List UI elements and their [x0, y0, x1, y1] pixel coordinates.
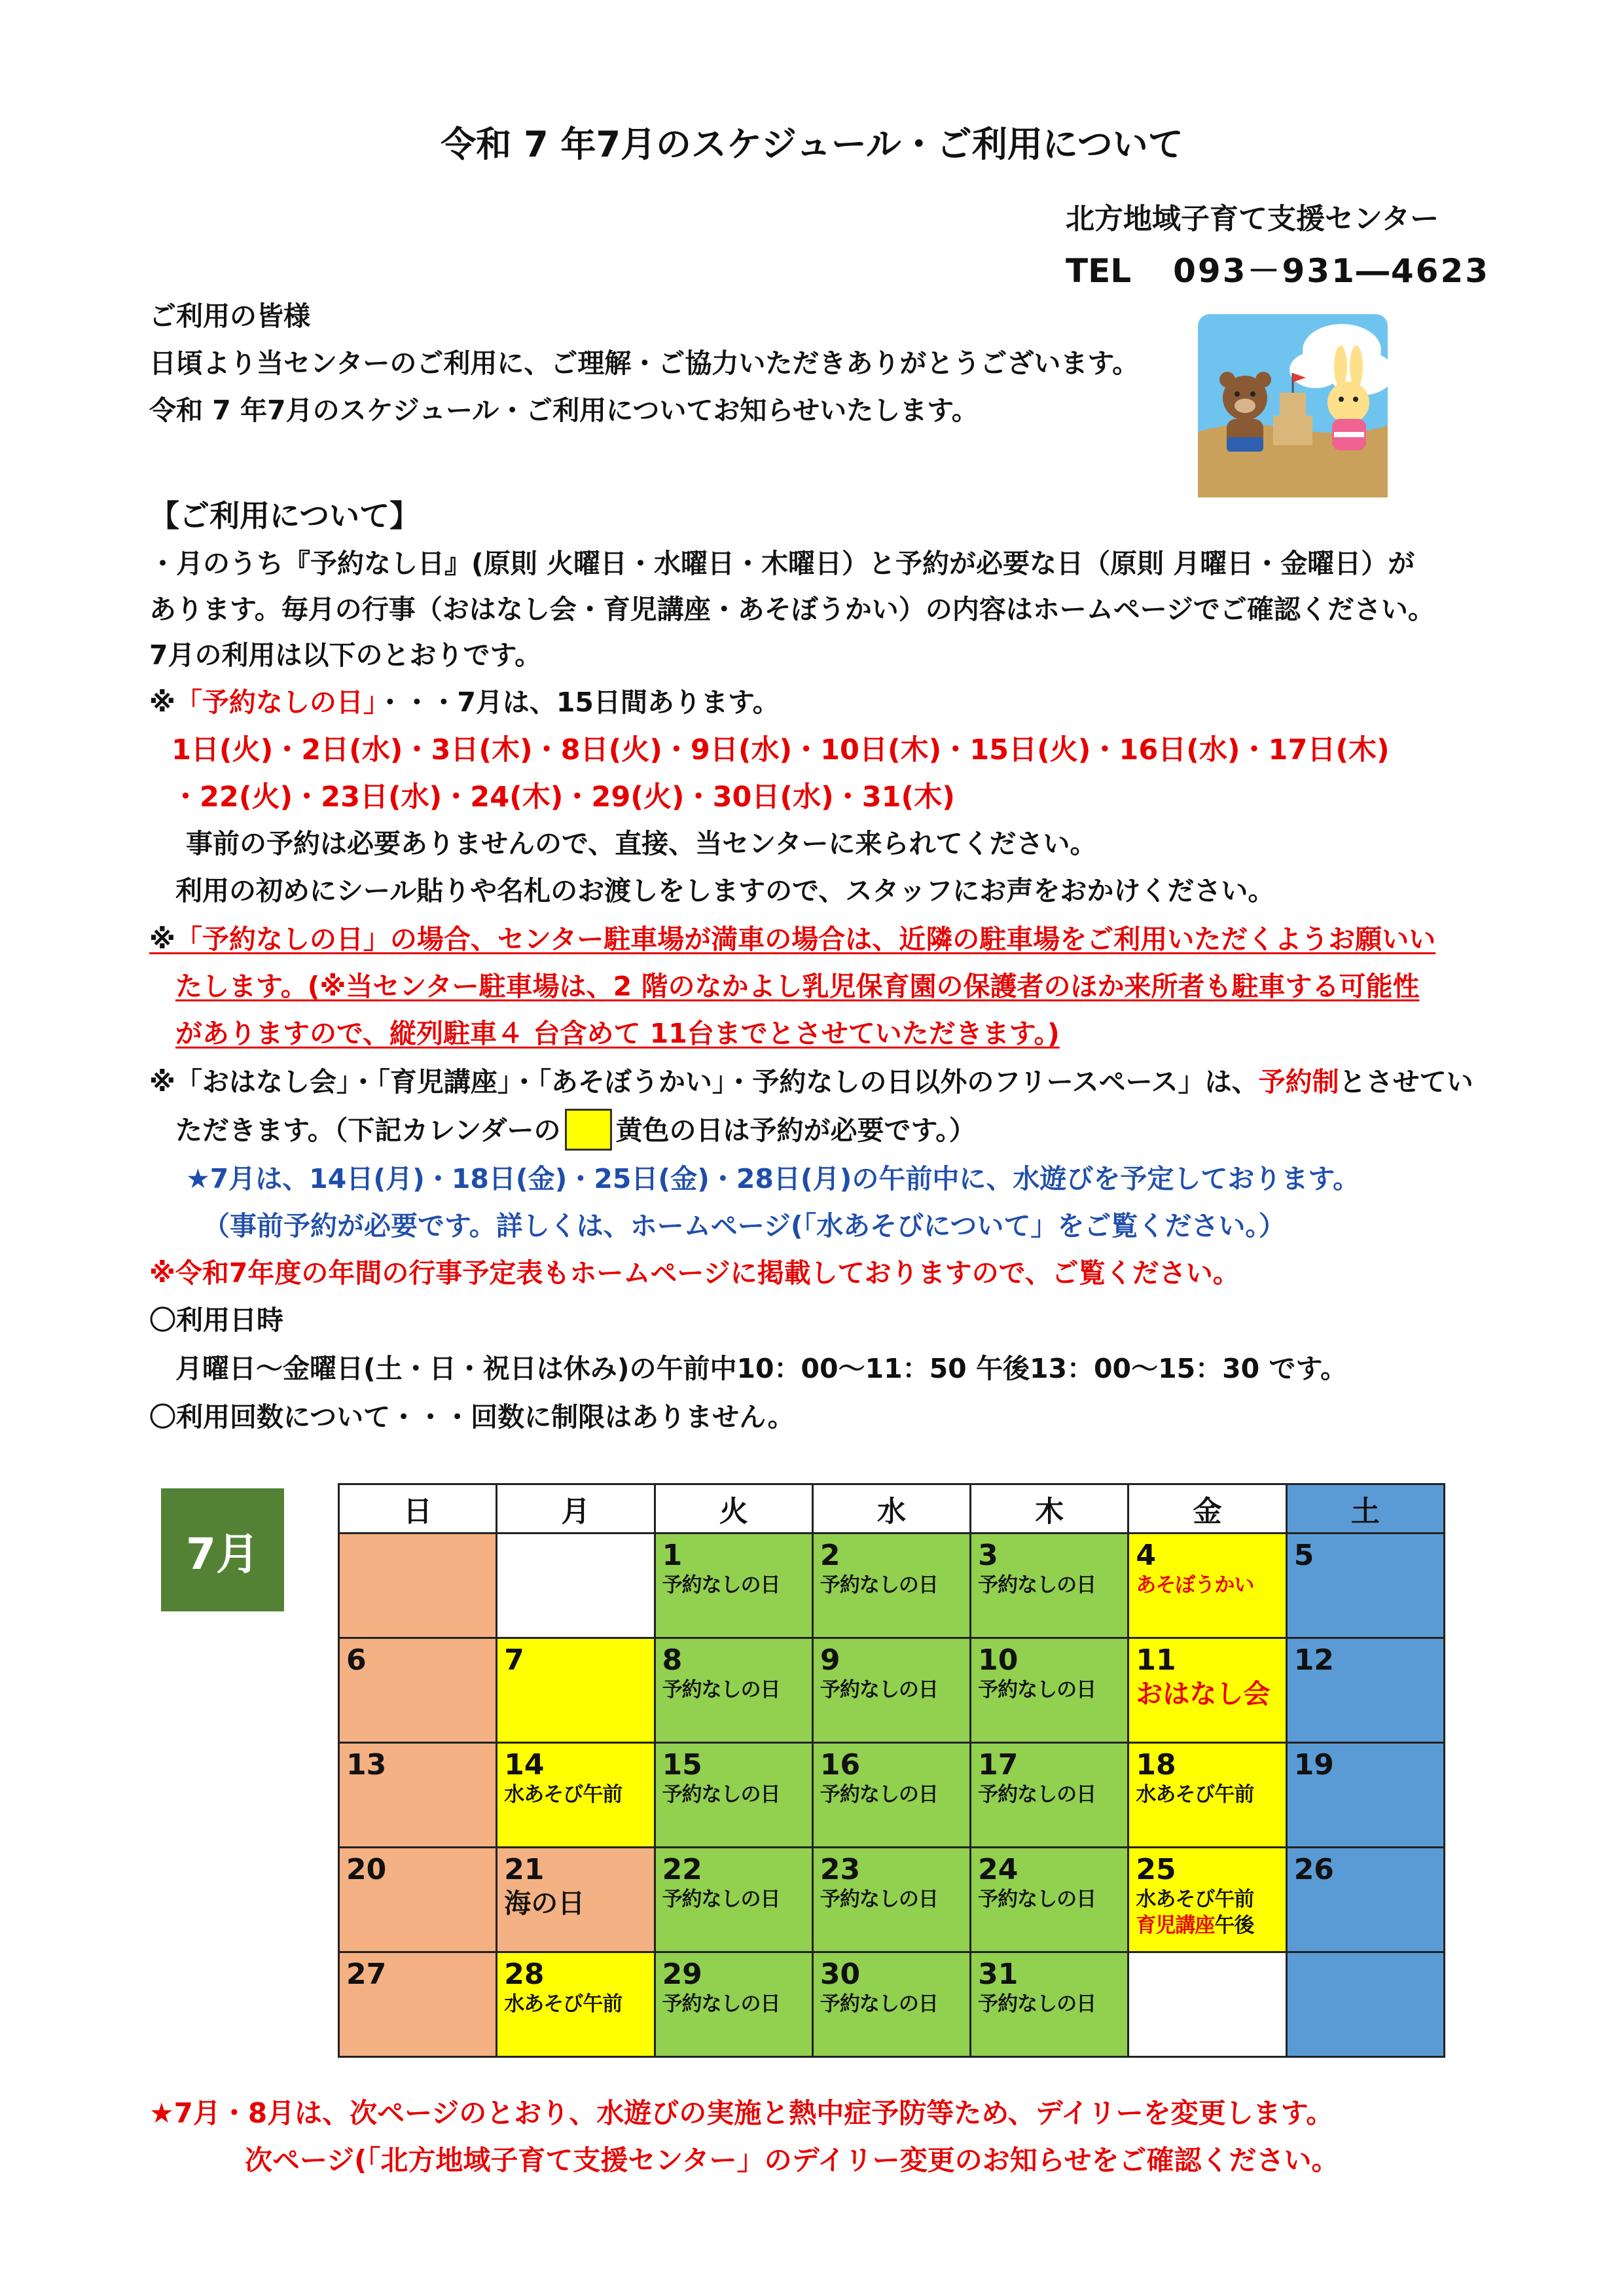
no-reservation-note-1: 事前の予約は必要ありませんので、直接、当センターに来られてください。: [186, 828, 1097, 859]
weekday-thu: 木: [971, 1484, 1128, 1534]
calendar-day-number: 21: [504, 1853, 545, 1886]
calendar-day-note: 水あそび午前: [504, 1783, 623, 1806]
calendar-day-number: 15: [662, 1748, 702, 1782]
calendar-day-cell: [497, 1638, 655, 1743]
calendar-day-note: 予約なしの日: [820, 1992, 938, 2016]
no-reservation-summary: [149, 681, 780, 719]
calendar-day-note: 予約なしの日: [978, 1888, 1096, 1911]
parking-note-2: たします。(※当センター駐車場は、2 階のなかよし乳児保育園の保護者のほか来所者も駐車する可能性: [175, 971, 1420, 1002]
calendar-day-cell: [971, 1952, 1128, 2057]
water-play-note-1: ★7月は、14日(月)・18日(金)・25日(金)・28日(月)の午前中に、水遊びを予定しております。: [186, 1163, 1360, 1194]
greeting-thanks: 日頃より当センターのご利用に、ご理解・ご協力いただきありがとうございます。: [149, 348, 1140, 379]
calendar-day-cell: [812, 1638, 970, 1743]
parking-note-1: [149, 918, 1435, 956]
organization-name: 北方地域子育て支援センター: [1066, 202, 1439, 236]
usage-paragraph-3: 7月の利用は以下のとおりです。: [149, 639, 542, 671]
calendar-day-number: 5: [1293, 1539, 1314, 1572]
weekday-mon: 月: [497, 1484, 655, 1534]
calendar-day-cell: [655, 1952, 812, 2057]
calendar-day-number: 2: [820, 1539, 840, 1572]
usage-paragraph-2: あります。毎月の行事（おはなし会・育児講座・あそぼうかい）の内容はホームページでご確認ください。: [149, 594, 1435, 625]
calendar-day-number: 19: [1293, 1748, 1334, 1782]
footer-note-2: 次ページ(「北方地域子育て支援センター」のデイリー変更のお知らせをご確認ください。: [245, 2144, 1339, 2176]
reservation-legend-text-end: 黄色の日は予約が必要です。）: [615, 1115, 976, 1146]
reservation-required-label: 予約制: [1258, 1066, 1339, 1098]
calendar-body: [339, 1534, 1445, 2057]
hours-heading: 〇利用日時: [149, 1304, 283, 1336]
calendar-day-cell: [339, 1534, 497, 1638]
calendar-day-cell: [655, 1638, 812, 1743]
weekday-tue: 火: [655, 1484, 812, 1534]
calendar-day-number: 24: [978, 1853, 1019, 1886]
calendar-day-note: 水あそび午前: [1136, 1888, 1254, 1911]
calendar-day-number: 4: [1136, 1539, 1157, 1572]
weekday-sun: 日: [339, 1484, 497, 1534]
calendar-day-note: 水あそび午前: [504, 1992, 623, 2016]
calendar-day-cell: [1128, 1534, 1286, 1638]
calendar-day-number: 1: [662, 1539, 683, 1572]
calendar-day-number: 29: [662, 1958, 702, 1991]
calendar-day-cell: [1286, 1638, 1444, 1743]
reservation-text: ※「おはなし会」・「育児講座」・「あそぼうかい」・予約なしの日以外のフリースペース」は、: [149, 1066, 1259, 1098]
footer-note-1: ★7月・8月は、次ページのとおり、水遊びの実施と熱中症予防等ため、デイリーを変更します。: [149, 2097, 1334, 2129]
telephone: [1066, 245, 1490, 292]
reservation-note-1: [149, 1060, 1473, 1099]
calendar-day-note: 予約なしの日: [662, 1783, 780, 1806]
calendar-day-number: 14: [504, 1748, 545, 1782]
reservation-text-end: とさせてい: [1339, 1066, 1473, 1098]
calendar-day-number: 6: [346, 1643, 367, 1677]
no-reservation-dates-2: ・22(火)・23日(水)・24(木)・29(火)・30日(水)・31(木): [171, 781, 955, 814]
calendar-day-cell: [971, 1743, 1128, 1848]
no-reservation-count: ・・・7月は、15日間あります。: [376, 687, 780, 718]
parking-note-3: がありますので、縦列駐車４ 台含めて 11台までとさせていただきます。): [175, 1018, 1060, 1049]
calendar-day-cell: [812, 1848, 970, 1952]
calendar-day-cell: [339, 1638, 497, 1743]
greeting-intro: 令和 7 年7月のスケジュール・ご利用についてお知らせいたします。: [149, 395, 979, 426]
calendar-day-cell: [497, 1534, 655, 1638]
calendar-day-number: 17: [978, 1748, 1019, 1782]
calendar-week-row: [339, 1743, 1445, 1848]
calendar-day-number: 25: [1136, 1853, 1176, 1886]
visit-count-note: 〇利用回数について・・・回数に制限はありません。: [149, 1401, 795, 1433]
calendar-day-number: 28: [504, 1958, 545, 1991]
yellow-legend-swatch: [565, 1109, 612, 1151]
calendar-day-number: 11: [1136, 1643, 1176, 1677]
calendar-day-cell: [497, 1743, 655, 1848]
bear-rabbit-sandcastle-illustration: [1198, 314, 1388, 497]
reservation-note-2: [175, 1109, 976, 1153]
calendar-day-note: 予約なしの日: [820, 1783, 938, 1806]
no-reservation-label: 「予約なしの日」: [175, 687, 377, 718]
annual-schedule-note: ※令和7年度の年間の行事予定表もホームページに掲載しておりますので、ご覧ください。: [149, 1257, 1240, 1289]
calendar-day-cell: [655, 1534, 812, 1638]
calendar-day-cell: [655, 1848, 812, 1952]
calendar-day-number: 26: [1293, 1853, 1334, 1886]
calendar-day-number: 9: [820, 1643, 840, 1677]
calendar-day-number: 16: [820, 1748, 861, 1782]
calendar-day-number: 3: [978, 1539, 998, 1572]
weekday-sat: 土: [1286, 1484, 1444, 1534]
calendar-day-cell: [497, 1952, 655, 2057]
calendar-day-cell: [971, 1848, 1128, 1952]
calendar-day-cell: [1286, 1743, 1444, 1848]
calendar-day-cell: [339, 1952, 497, 2057]
note-mark: ※: [149, 924, 175, 955]
no-reservation-note-2: 利用の初めにシール貼りや名札のお渡しをしますので、スタッフにお声をおかけください。: [175, 875, 1275, 906]
calendar-day-number: 31: [978, 1958, 1019, 1991]
calendar-day-note: 予約なしの日: [662, 1888, 780, 1911]
calendar-week-row: [339, 1848, 1445, 1952]
calendar-day-cell: [1128, 1743, 1286, 1848]
calendar-day-number: 18: [1136, 1748, 1176, 1782]
calendar-week-row: [339, 1952, 1445, 2057]
calendar-day-number: 30: [820, 1958, 861, 1991]
calendar-day-cell: [971, 1638, 1128, 1743]
event-time: 午後: [1214, 1914, 1254, 1937]
calendar-day-note: おはなし会: [1136, 1678, 1271, 1710]
calendar-day-cell: [1286, 1848, 1444, 1952]
parking-text-1: 「予約なしの日」の場合、センター駐車場が満車の場合は、近隣の駐車場をご利用いただくようお願いい: [175, 924, 1436, 955]
calendar-day-note: 水あそび午前: [1136, 1783, 1254, 1806]
weekday-fri: 金: [1128, 1484, 1286, 1534]
event-name: 育児講座: [1136, 1914, 1215, 1937]
calendar-day-cell: [339, 1848, 497, 1952]
calendar-day-cell: [1128, 1952, 1286, 2057]
weekday-wed: 水: [812, 1484, 970, 1534]
calendar-day-cell: [1128, 1638, 1286, 1743]
calendar-day-note: 海の日: [504, 1888, 585, 1919]
calendar-day-note: 予約なしの日: [662, 1573, 780, 1597]
calendar-day-note: 予約なしの日: [820, 1888, 938, 1911]
calendar-day-number: 7: [504, 1643, 524, 1677]
calendar-day-note-2: [1136, 1912, 1278, 1939]
calendar-day-number: 8: [662, 1643, 683, 1677]
calendar-day-note: 予約なしの日: [978, 1678, 1096, 1702]
july-calendar: [338, 1483, 1445, 2058]
reservation-legend-text: ただきます。（下記カレンダーの: [175, 1115, 561, 1146]
greeting-salutation: ご利用の皆様: [149, 300, 310, 332]
tel-number: 093－931―4623: [1173, 252, 1490, 290]
calendar-week-row: [339, 1534, 1445, 1638]
calendar-day-note: 予約なしの日: [820, 1573, 938, 1597]
note-mark: ※: [149, 687, 175, 718]
calendar-day-cell: [812, 1743, 970, 1848]
calendar-day-number: 13: [346, 1748, 387, 1782]
calendar-day-note: 予約なしの日: [820, 1678, 938, 1702]
calendar-day-cell: [971, 1534, 1128, 1638]
month-badge: 7月: [161, 1488, 284, 1611]
water-play-note-2: （事前予約が必要です。詳しくは、ホームページ(「水あそびについて」をご覧ください。）: [203, 1210, 1286, 1242]
calendar-day-number: 27: [346, 1958, 387, 1991]
calendar-day-note: 予約なしの日: [978, 1573, 1096, 1597]
calendar-day-note: 予約なしの日: [978, 1783, 1096, 1806]
calendar-day-number: 10: [978, 1643, 1019, 1677]
page-title: 令和 7 年7月のスケジュール・ご利用について: [441, 124, 1183, 165]
no-reservation-dates-1: 1日(火)・2日(水)・3日(木)・8日(火)・9日(水)・10日(木)・15日(火)・16日(水)・17日(木): [171, 734, 1390, 766]
calendar-day-cell: [339, 1743, 497, 1848]
calendar-day-number: 23: [820, 1853, 861, 1886]
calendar-day-number: 12: [1293, 1643, 1334, 1677]
calendar-day-note: あそぼうかい: [1136, 1573, 1254, 1597]
calendar-day-cell: [1286, 1952, 1444, 2057]
calendar-day-cell: [1128, 1848, 1286, 1952]
calendar-day-note: 予約なしの日: [662, 1992, 780, 2016]
calendar-day-number: 22: [662, 1853, 702, 1886]
calendar-day-number: 20: [346, 1853, 387, 1886]
calendar-day-note: 予約なしの日: [662, 1678, 780, 1702]
calendar-day-cell: [812, 1952, 970, 2057]
calendar-day-cell: [655, 1743, 812, 1848]
usage-heading: 【ご利用について】: [149, 498, 420, 533]
weekday-header-row: [339, 1484, 1445, 1534]
hours-text: 月曜日～金曜日(土・日・祝日は休み)の午前中10：00～11：50 午後13：00～15：30 です。: [175, 1353, 1348, 1384]
calendar-day-cell: [497, 1848, 655, 1952]
calendar-day-cell: [1286, 1534, 1444, 1638]
calendar-day-cell: [812, 1534, 970, 1638]
calendar-day-note: 予約なしの日: [978, 1992, 1096, 2016]
usage-paragraph-1: ・月のうち『予約なし日』(原則 火曜日・水曜日・木曜日）と予約が必要な日（原則 月曜日・金曜日）が: [149, 548, 1415, 579]
calendar-week-row: [339, 1638, 1445, 1743]
tel-label: TEL: [1066, 252, 1132, 290]
